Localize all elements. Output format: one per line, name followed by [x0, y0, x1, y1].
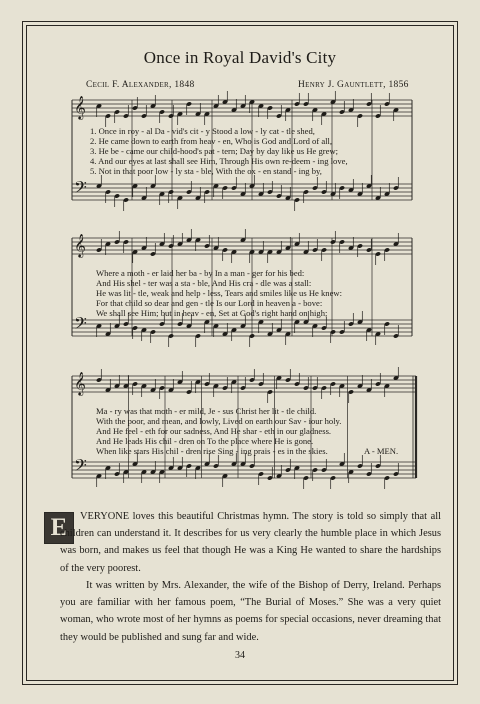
- hymn-title: Once in Royal David's City: [143, 48, 337, 67]
- system3-bass-clef: 𝄢: [74, 455, 87, 479]
- lyric-verse-1: 1. Once in roy - al Da - vid's cit - y Stood a low - ly cat - tle shed,: [90, 126, 315, 136]
- lyric-verse-1: Ma - ry was that moth - er mild, Je - sus Christ her lit - tle child.: [96, 406, 317, 416]
- paragraph-2-text: It was written by Mrs. Alexander, the wife of the Bishop of Derry, Ireland. Perhaps you are familiar with her famous poem, “The Burial of Moses.” She was a very quiet woman, who wrote most of her hymns as poems for special occasions, never dreaming that they would be published and sung far and wide.: [60, 580, 441, 643]
- lyric-verse-5: 5. Not in that poor low - ly sta - ble, With the ox - en stand - ing by,: [90, 166, 322, 176]
- lyric-verse-1: Where a moth - er laid her ba - by In a man - ger for his bed:: [96, 268, 305, 278]
- amen-label: A - MEN.: [364, 446, 399, 456]
- lyric-verse-5: When like stars His chil - dren rise Sing - ing prais - es in the skies.: [96, 446, 328, 456]
- lyric-verse-3: 3. He be - came our child-hood's pat - tern; Day by day like us He grew;: [90, 146, 339, 156]
- lyricist-credit: Cecil F. Alexander, 1848: [86, 80, 195, 90]
- lyric-verse-2: With the poor, and mean, and lowly, Lived on earth our Sav - iour holy.: [96, 416, 342, 426]
- lyric-verse-2: And His shel - ter was a sta - ble, And His cra - dle was a stall:: [96, 278, 312, 288]
- lyric-verse-5: We shall see Him; but in heav - en, Set at God's right hand on high;: [96, 308, 328, 318]
- lyric-verse-3: He was lit - tle, weak and help - less, Tears and smiles like us He knew:: [96, 288, 343, 298]
- lyric-verse-2: 2. He came down to earth from heav - en, Who is God and Lord of all,: [90, 136, 333, 146]
- composer-credit: Henry J. Gauntlett, 1856: [298, 80, 409, 90]
- lyric-verse-4: 4. And our eyes at last shall see Him, Through His own re-deem - ing love,: [90, 156, 348, 166]
- prose-paragraph-2: [60, 577, 441, 646]
- lyric-verse-3: And He feel - eth for our sadness, And He shar - eth in our gladness.: [96, 426, 332, 436]
- page-number: 34: [235, 650, 245, 661]
- paragraph-1-text: VERYONE loves this beautiful Christmas hymn. The story is told so simply that all children can understand it. It describes for us very clearly the humble place in which Jesus was born, and makes us feel that though He was a King He wanted to share the hardships of the very poorest.: [60, 511, 441, 574]
- drop-cap-letter: E: [50, 514, 68, 541]
- system2-bass-clef: 𝄢: [74, 313, 87, 337]
- lyric-verse-4: And He leads His chil - dren on To the place where He is gone.: [96, 436, 314, 446]
- system1-bass-clef: 𝄢: [74, 177, 87, 201]
- system3-treble-clef: 𝄞: [74, 371, 86, 395]
- system2-treble-clef: 𝄞: [74, 233, 86, 257]
- system1-treble-clef: 𝄞: [74, 95, 86, 119]
- lyric-verse-4: For that child so dear and gen - tle Is our Lord in heaven a - bove:: [96, 298, 323, 308]
- prose-paragraph-1: [60, 508, 441, 577]
